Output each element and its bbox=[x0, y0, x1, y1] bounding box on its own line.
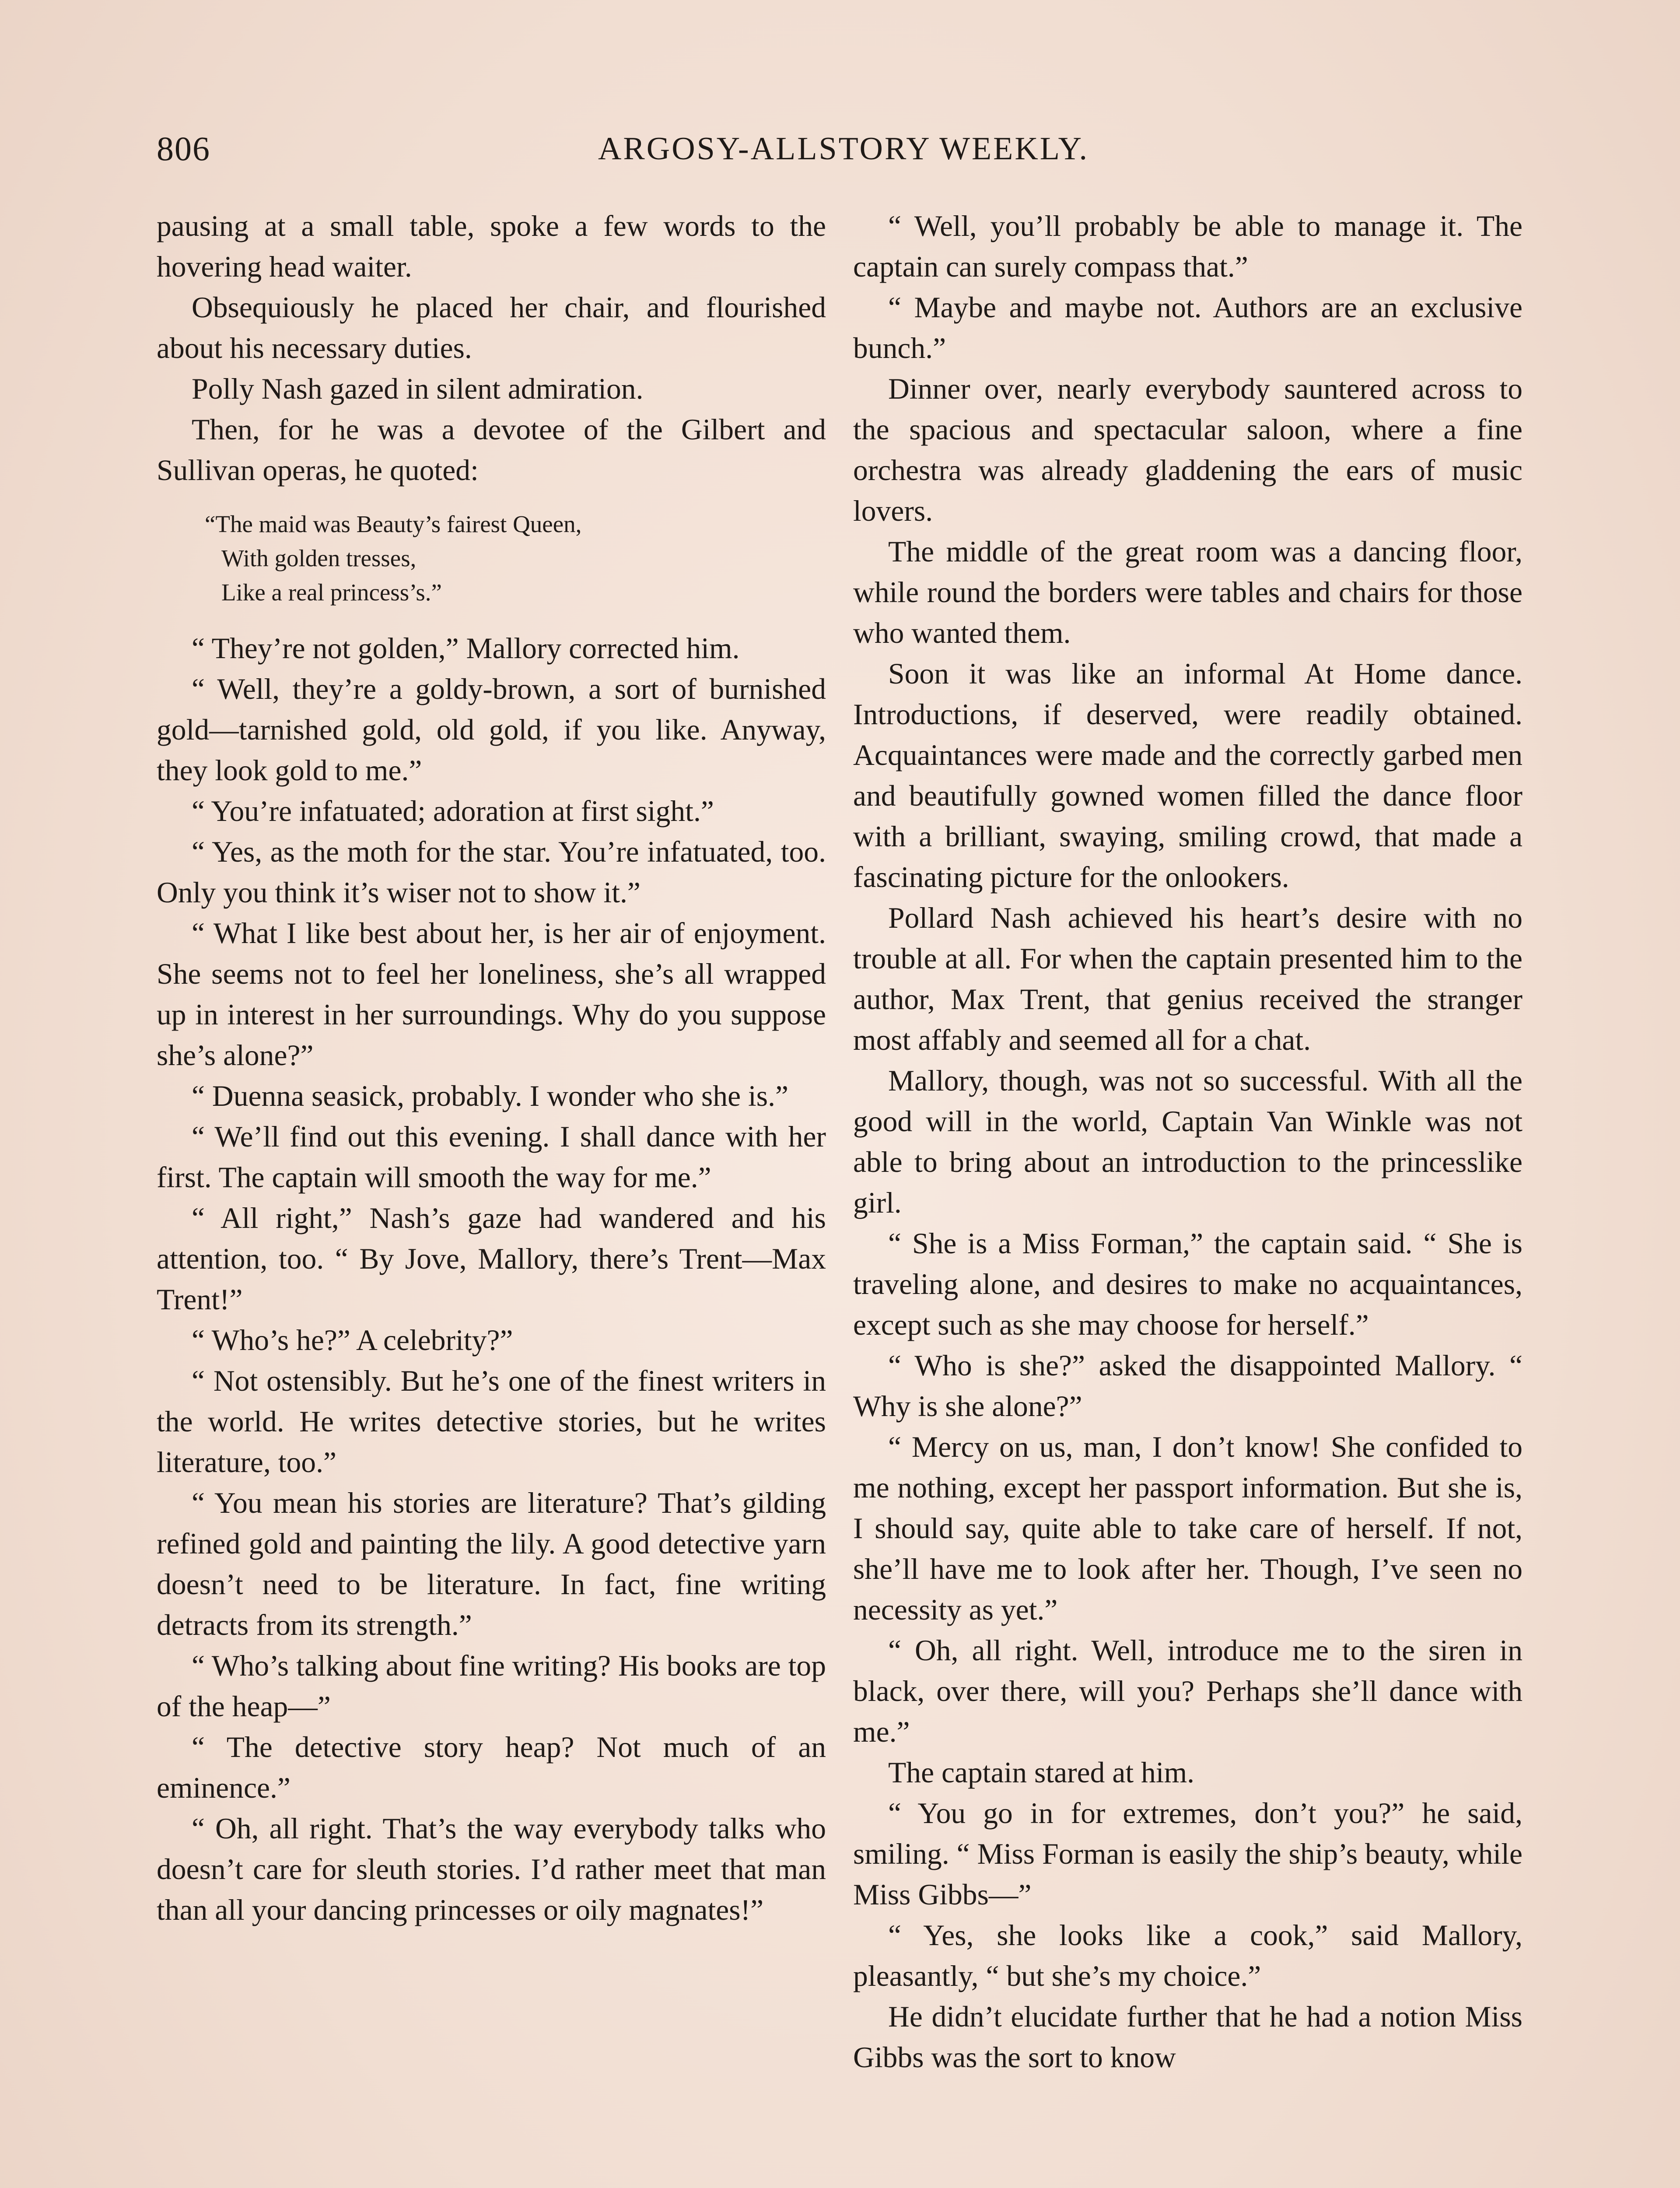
verse-line: With golden tresses, bbox=[221, 545, 416, 572]
left-column bbox=[157, 206, 826, 1930]
paragraph: “ Duenna seasick, probably. I wonder who she is.” bbox=[192, 1080, 788, 1112]
paragraph: “ Oh, all right. That’s the way everybody talks who doesn’t care for sleuth stories. I’d rather meet that man than all your dancing princesses or oily magnates!” bbox=[157, 1812, 826, 1926]
paragraph: “ Mercy on us, man, I don’t know! She confided to me nothing, except her passport information. But she is, I should say, quite able to take care of herself. If not, she’ll have me to look after her. Though, I’ve seen no necessity as yet.” bbox=[853, 1431, 1522, 1626]
verse-line: Like a real princess’s.” bbox=[221, 579, 442, 606]
right-column bbox=[853, 206, 1522, 2078]
paragraph: Mallory, though, was not so successful. With all the good will in the world, Captain Van Winkle was not able to bring about an introduction to the princesslike girl. bbox=[853, 1064, 1522, 1219]
page-number: 806 bbox=[157, 130, 210, 168]
paragraph: “ Yes, she looks like a cook,” said Mallory, pleasantly, “ but she’s my choice.” bbox=[853, 1919, 1522, 1992]
paragraph: “ Who’s he?” A celebrity?” bbox=[192, 1324, 513, 1357]
verse-quote bbox=[205, 507, 826, 610]
paragraph: “ You mean his stories are literature? That’s gilding refined gold and painting the lily. A good detective yarn doesn’t need to be literature. In fact, fine writing detracts from its strength.” bbox=[157, 1487, 826, 1641]
paragraph: “ You’re infatuated; adoration at first sight.” bbox=[192, 795, 714, 828]
paragraph: “ Yes, as the moth for the star. You’re infatuated, too. Only you think it’s wiser not to show it.” bbox=[157, 835, 826, 909]
page-header bbox=[157, 127, 1530, 175]
paragraph: “ Who’s talking about fine writing? His books are top of the heap—” bbox=[157, 1649, 826, 1723]
paragraph: Soon it was like an informal At Home dance. Introductions, if deserved, were readily obtained. Acquaintances were made and the correctly garbed men and beautifully gowned women filled the dance floor with a brilliant, swaying, smiling crowd, that made a fascinating picture for the onlookers. bbox=[853, 657, 1522, 894]
paragraph: Dinner over, nearly everybody sauntered across to the spacious and spectacular saloon, where a fine orchestra was already gladdening the ears of music lovers. bbox=[853, 372, 1522, 527]
paragraph: Then, for he was a devotee of the Gilbert and Sullivan operas, he quoted: bbox=[157, 413, 826, 487]
paragraph: “ What I like best about her, is her air of enjoyment. She seems not to feel her loneliness, she’s all wrapped up in interest in her surroundings. Why do you suppose she’s alone?” bbox=[157, 917, 826, 1072]
paragraph: Polly Nash gazed in silent admiration. bbox=[192, 372, 644, 405]
paragraph: He didn’t elucidate further that he had a notion Miss Gibbs was the sort to know bbox=[853, 2000, 1522, 2074]
paragraph: The middle of the great room was a dancing floor, while round the borders were tables and chairs for those who wanted them. bbox=[853, 535, 1522, 649]
paragraph: “ All right,” Nash’s gaze had wandered and his attention, too. “ By Jove, Mallory, there’s Trent—Max Trent!” bbox=[157, 1202, 826, 1316]
paragraph: “ Not ostensibly. But he’s one of the finest writers in the world. He writes detective stories, but he writes literature, too.” bbox=[157, 1364, 826, 1479]
paragraph: “ Maybe and maybe not. Authors are an exclusive bunch.” bbox=[853, 291, 1522, 365]
paragraph: “ Well, you’ll probably be able to manage it. The captain can surely compass that.” bbox=[853, 210, 1522, 283]
paragraph: “ They’re not golden,” Mallory corrected him. bbox=[192, 632, 740, 665]
paragraph: “ Oh, all right. Well, introduce me to the siren in black, over there, will you? Perhaps she’ll dance with me.” bbox=[853, 1634, 1522, 1748]
paragraph: “ Well, they’re a goldy-brown, a sort of burnished gold—tarnished gold, old gold, if you like. Anyway, they look gold to me.” bbox=[157, 673, 826, 787]
paragraph: “ Who is she?” asked the disappointed Mallory. “ Why is she alone?” bbox=[853, 1349, 1522, 1423]
paragraph: “ She is a Miss Forman,” the captain said. “ She is traveling alone, and desires to make no acquaintances, except such as she may choose for herself.” bbox=[853, 1227, 1522, 1341]
paragraph: Obsequiously he placed her chair, and flourished about his necessary duties. bbox=[157, 291, 826, 365]
paragraph: “ We’ll find out this evening. I shall dance with her first. The captain will smooth the way for me.” bbox=[157, 1120, 826, 1194]
verse-line: “The maid was Beauty’s fairest Queen, bbox=[205, 511, 582, 537]
paragraph: “ You go in for extremes, don’t you?” he said, smiling. “ Miss Forman is easily the ship’s beauty, while Miss Gibbs—” bbox=[853, 1797, 1522, 1911]
paragraph: Pollard Nash achieved his heart’s desire with no trouble at all. For when the captain presented him to the author, Max Trent, that genius received the stranger most affably and seemed all for a chat. bbox=[853, 901, 1522, 1056]
paragraph: pausing at a small table, spoke a few words to the hovering head waiter. bbox=[157, 210, 826, 283]
running-title: ARGOSY-ALLSTORY WEEKLY. bbox=[598, 131, 1089, 167]
paragraph: The captain stared at him. bbox=[888, 1756, 1195, 1789]
paragraph: “ The detective story heap? Not much of an eminence.” bbox=[157, 1731, 826, 1804]
